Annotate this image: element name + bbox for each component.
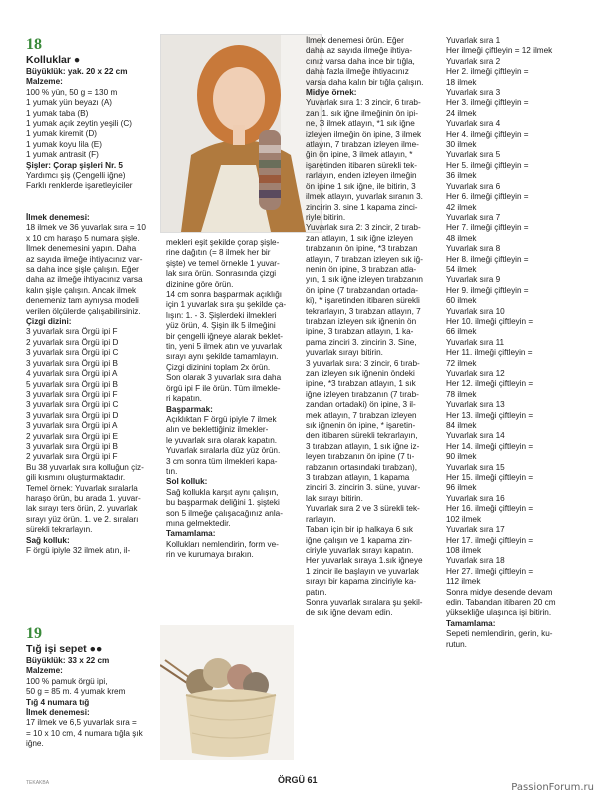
text-line: alın ve beklettiğiniz ilmekler-: [166, 425, 269, 435]
text-line: Malzeme:: [26, 666, 63, 676]
text-line: sa daha ince şişle çalışın. Eğer: [26, 265, 139, 275]
section-19-header: [26, 625, 160, 750]
text-line: Her 14. ilmeği çiftleyin =: [446, 441, 534, 451]
text-line: patın.: [306, 587, 327, 597]
text-line: 36 ilmek: [446, 171, 477, 181]
text-line: 3 yuvarlak sıra Örgü ipi B: [26, 358, 118, 368]
text-line: 24 ilmek: [446, 108, 477, 118]
section-title: Kolluklar ●: [26, 54, 81, 66]
text-line: Yuvarlak sıra 8: [446, 244, 501, 254]
text-line: 72 ilmek: [446, 358, 477, 368]
text-line: iğne çalışın ve 1 kapama zin-: [306, 535, 413, 545]
section-number: 18: [26, 36, 42, 53]
text-line: 1 yumak taba (B): [26, 108, 89, 118]
text-line: bir çengelli iğneye alarak beklet-: [166, 331, 283, 341]
text-line: Her 11. ilmeği çiftleyin =: [446, 348, 533, 358]
text-line: lak sıra örün. Sonrasında çizgi: [166, 269, 277, 279]
text-line: lak sırayı bitirin.: [306, 493, 363, 503]
text-line: Her 17. ilmeği çiftleyin =: [446, 535, 534, 545]
text-line: işaretinden itibaren sürekli tek-: [306, 160, 418, 170]
text-line: Tamamlama:: [446, 618, 496, 628]
text-line: tırabzan izleyen sık iğnenin ön: [306, 316, 417, 326]
text-line: tın.: [166, 466, 178, 476]
text-line: ön ipine 1 sık iğne, ile bitirin, 3: [306, 181, 416, 191]
text-line: Büyüklük: 33 x 22 cm: [26, 656, 110, 665]
text-line: lışın: 1. - 3. Şişlerdeki ilmekleri: [166, 310, 277, 320]
text-line: rarlayın, enden izleyen ilmeğin: [306, 171, 417, 181]
text-line: zan 1. sık iğne ilmeğinin ön ipi-: [306, 108, 418, 118]
text-line: Yuvarlak sıra 2: [446, 56, 501, 66]
text-line: Yuvarlak sıra 14: [446, 431, 505, 441]
text-line: İlmek denemesini yapın. Daha: [26, 244, 137, 254]
text-line: Yuvarlak sıra 7: [446, 212, 501, 222]
wrist-warmers-photo: [160, 34, 322, 233]
text-line: Malzeme:: [26, 77, 63, 87]
text-line: yüz örün, 4. Şişin ilk 5 ilmeğini: [166, 321, 276, 331]
text-line: Her 5. ilmeği çiftleyin =: [446, 160, 529, 170]
text-line: rine dağıtın (= 8 ilmek her bir: [166, 248, 271, 258]
text-line: 14 cm sonra başparmak açıklığı: [166, 290, 283, 300]
text-line: Yuvarlak sıralarla düz yüz örün.: [166, 446, 281, 456]
text-line: için 1 yuvarlak sıra şu şekilde ça-: [166, 300, 287, 310]
text-line: 4 yuvarlak sıra Örgü ipi A: [26, 369, 118, 379]
text-line: Sonra yuvarlak sıralara şu şekil-: [306, 597, 423, 607]
column-four: [446, 36, 586, 650]
text-line: Sepeti nemlendirin, gerin, ku-: [446, 629, 553, 639]
stitch-pattern-block: [26, 213, 160, 556]
text-line: Yuvarlak sıra 12: [446, 369, 505, 378]
text-line: ipine, *3 tırabzan atlayın, 1 sık: [306, 379, 416, 389]
text-line: 100 % pamuk örgü ipi,: [26, 676, 108, 686]
text-line: zinciri 3. zincirin 3. süne, yuvar-: [306, 483, 421, 493]
text-line: Yuvarlak sıra 13: [446, 400, 505, 410]
text-line: 102 ilmek: [446, 514, 482, 524]
text-line: 96 ilmek: [446, 483, 477, 493]
text-line: son 5 ilmeğe çalışacağınız anla-: [166, 508, 283, 518]
text-line: pama zinciri 3. zincirin 3. Sine,: [306, 337, 417, 347]
text-line: Tığ 4 numara tığ: [26, 697, 90, 707]
text-line: ki), * işaretinden itibaren sürekli: [306, 296, 420, 306]
text-line: 108 ilmek: [446, 545, 482, 555]
text-line: 90 ilmek: [446, 452, 477, 462]
watermark: PassionForum.ru: [511, 782, 594, 793]
text-line: daha az sayıda ilmeğe ihtiya-: [306, 46, 413, 56]
text-line: cınız varsa daha ince bir tığla,: [306, 56, 415, 66]
text-line: varsa daha kalın bir tığla çalışın.: [306, 77, 424, 87]
text-line: 48 ilmek: [446, 233, 477, 243]
text-line: yüksekliğe ulaşınca işi bitirin.: [446, 608, 552, 618]
text-line: şişte) ve temel örnekle 1 yuvar-: [166, 258, 280, 268]
text-line: 60 ilmek: [446, 296, 477, 306]
text-line: zincirin 3. sine 1 kapama zinci-: [306, 202, 418, 212]
text-line: Midye örnek:: [306, 88, 357, 98]
text-line: haraşo örün, bu arada 1. yuvar-: [26, 493, 141, 503]
text-line: ne, 3 ilmek atlayın, *1 sık iğne: [306, 119, 415, 129]
text-line: ipine, 3 tırabzan atlayın, 1 ka-: [306, 327, 414, 337]
text-line: Yuvarlak sıra 9: [446, 275, 501, 285]
text-line: riyle bitirin.: [306, 212, 346, 222]
text-line: 5 yuvarlak sıra Örgü ipi B: [26, 379, 118, 389]
text-line: Her 7. ilmeği çiftleyin =: [446, 223, 529, 233]
section-number-19: 19: [26, 625, 42, 642]
text-line: Yuvarlak sıra 17: [446, 525, 505, 535]
text-line: Her 10. ilmeği çiftleyin =: [446, 316, 534, 326]
text-line: 2 yuvarlak sıra Örgü ipi F: [26, 452, 118, 462]
text-line: Yuvarlak sıra 5: [446, 150, 501, 160]
text-line: 3 yuvarlak sıra Örgü ipi C: [26, 348, 119, 358]
text-line: rin ve kurumaya bırakın.: [166, 550, 254, 560]
text-line: 30 ilmek: [446, 140, 477, 150]
text-line: örgü ipi F ile örün. Tüm ilmekle-: [166, 383, 281, 393]
text-line: edin. Tabandan itibaren 20 cm: [446, 597, 556, 607]
text-line: rarlayın.: [306, 514, 336, 524]
text-line: atlayın, 7 tırabzan izleyen ilme-: [306, 140, 419, 150]
text-line: x 10 cm haraşo 5 numara şişle.: [26, 233, 140, 243]
text-line: Kollukları nemlendirin, form ve-: [166, 539, 279, 549]
text-line: 3 yuvarlak sıra Örgü ipi B: [26, 441, 118, 451]
text-line: Çizgi dizini:: [26, 317, 72, 327]
text-line: 3 tırabzan atlayın, 1 sık iğne iz-: [306, 441, 420, 451]
text-line: Her 9. ilmeği çiftleyin =: [446, 285, 529, 295]
text-line: 3 cm sonra tüm ilmekleri kapa-: [166, 456, 278, 466]
text-line: 3 yuvarlak sıra Örgü ipi A: [26, 421, 118, 431]
text-line: izleyen ilmeğin ön ipine, 3 ilmek: [306, 129, 422, 139]
text-line: ri kapatın.: [166, 394, 202, 404]
text-line: Taban için bir ip halkaya 6 sık: [306, 525, 413, 535]
text-line: ön ipine (7 tırabzandan ortada-: [306, 285, 418, 295]
text-line: Her 13. ilmeği çiftleyin =: [446, 410, 534, 420]
wrist-warmers-image: [161, 35, 321, 232]
text-line: Her 27. ilmeği çiftleyin =: [446, 566, 534, 576]
text-line: 18 ilmek ve 36 yuvarlak sıra = 10: [26, 223, 146, 233]
text-line: F örgü ipiyle 32 ilmek atın, il-: [26, 546, 131, 555]
text-line: Yuvarlak sıra 4: [446, 119, 501, 129]
text-line: 84 ilmek: [446, 421, 477, 431]
text-line: Her 12. ilmeği çiftleyin =: [446, 379, 534, 389]
text-line: Her 8. ilmeği çiftleyin =: [446, 254, 529, 264]
text-line: sırayı aynı şekilde tamamlayın.: [166, 352, 279, 362]
text-line: verilen ölçülerde çalışabilirsiniz.: [26, 306, 141, 316]
text-line: daha fazla ilmeğe ihtiyacınız: [306, 67, 409, 77]
text-line: İlmek denemesi:: [26, 708, 90, 718]
text-line: yuvarlak sırayı bitirin.: [306, 348, 383, 358]
text-line: Her 3. ilmeği çiftleyin =: [446, 98, 529, 108]
basket-materials-block: [26, 656, 160, 750]
text-line: Farklı renklerde işaretleyiciler: [26, 181, 133, 191]
text-line: 17 ilmek ve 6,5 yuvarlak sıra =: [26, 718, 137, 728]
text-line: Sağ kollukla karşıt aynı çalışın,: [166, 487, 279, 497]
text-line: Başparmak:: [166, 404, 213, 414]
text-line: tırabzanın ön ipine, *3 tırabzan: [306, 244, 418, 254]
text-line: zan izleyen sık iğnenin öndeki: [306, 369, 415, 378]
text-line: Her ilmeği çiftleyin = 12 ilmek: [446, 46, 553, 56]
text-line: İlmek denemesi:: [26, 213, 90, 222]
text-line: Yuvarlak sıra 11: [446, 337, 505, 347]
text-line: daha az ilmeğe ihtiyacınız varsa: [26, 275, 143, 285]
text-line: Yuvarlak sıra 2: 3 zincir, 2 tırab-: [306, 223, 421, 233]
text-line: denemeniz tam aynıysa modeli: [26, 296, 139, 306]
text-line: 3 yuvarlak sıra Örgü ipi D: [26, 410, 119, 420]
text-line: den itibaren sürekli tekrarlayın,: [306, 431, 418, 441]
text-line: sırayı bir kapama zinciriyle ka-: [306, 577, 417, 587]
text-line: 3 yuvarlak sıra: 3 zincir, 6 tırab-: [306, 358, 420, 368]
text-line: Yuvarlak sıra 3: [446, 88, 501, 98]
column-three: [306, 36, 446, 619]
text-line: İlmek denemesi örün. Eğer: [306, 36, 404, 45]
page-number: ÖRGÜ 61: [278, 775, 318, 785]
text-line: Bu 38 yuvarlak sıra kolluğun çiz-: [26, 462, 144, 472]
text-line: 112 ilmek: [446, 577, 481, 587]
text-line: Büyüklük: yak. 20 x 22 cm: [26, 67, 128, 76]
text-line: zan atlayın, 1 sık iğne izleyen: [306, 233, 413, 243]
text-line: tekrarlayın, 3 tırabzan atlayın, 7: [306, 306, 421, 316]
text-line: mekleri eşit şekilde çorap şişle-: [166, 238, 280, 247]
section-title-19: Tığ işi sepet ●●: [26, 643, 103, 655]
text-line: Şişler: Çorap şişleri Nr. 5: [26, 160, 123, 170]
text-line: 3 tırabzan atlayın, 1 kapama: [306, 473, 410, 483]
text-line: iğne izleyen tırabzanın (7 tırab-: [306, 389, 419, 399]
materials-block: [26, 67, 151, 192]
publisher-mark: TEKAKBA: [26, 780, 50, 786]
text-line: 1 yumak yün beyazı (A): [26, 98, 113, 108]
text-line: 42 ilmek: [446, 202, 477, 212]
section-18-header: [26, 36, 151, 192]
text-line: Yuvarlak sıra 6: [446, 181, 501, 191]
text-line: gili kısmını oluşturmaktadır.: [26, 473, 126, 483]
text-line: 18 ilmek: [446, 77, 477, 87]
text-line: Her yuvarlak sıraya 1.sık iğneye: [306, 556, 423, 566]
text-line: 1 yumak kiremit (D): [26, 129, 97, 139]
text-line: Yardımcı şiş (Çengelli iğne): [26, 171, 126, 181]
text-line: Sonra midye desende devam: [446, 587, 553, 597]
basket-photo: [160, 625, 294, 760]
text-line: 3 yuvarlak sıra Örgü ipi C: [26, 400, 119, 410]
text-line: mına gelmektedir.: [166, 518, 231, 528]
text-line: 100 % yün, 50 g = 130 m: [26, 87, 118, 97]
text-line: 50 g = 85 m. 4 yumak krem: [26, 687, 126, 697]
text-line: leyen tırabzanın ön ipine (7 tı-: [306, 452, 415, 462]
text-line: lak sırayı ters örün, 2. yuvarlak: [26, 504, 138, 514]
text-line: Yuvarlak sıra 15: [446, 462, 505, 472]
text-line: az sayıda ilmeğe ihtiyacınız var-: [26, 254, 143, 264]
text-line: 3 yuvarlak sıra Örgü ipi F: [26, 389, 118, 399]
text-line: sürekli tekrarlayın.: [26, 525, 93, 535]
text-line: Son olarak 3 yuvarlak sıra daha: [166, 373, 282, 383]
text-line: Sol kolluk:: [166, 477, 208, 487]
text-line: Yuvarlak sıra 18: [446, 556, 505, 566]
text-line: kalın şişle çalışın. Ancak ilmek: [26, 285, 137, 295]
text-line: de sık iğne devam edin.: [306, 608, 393, 618]
text-line: 1 yumak antrasit (F): [26, 150, 99, 160]
text-line: 66 ilmek: [446, 327, 477, 337]
text-line: Açıklıktan F örgü ipiyle 7 ilmek: [166, 414, 277, 424]
text-line: 3 yuvarlak sıra Örgü ipi F: [26, 327, 118, 337]
text-line: 1 yumak koyu lila (E): [26, 139, 102, 149]
text-line: Her 2. ilmeği çiftleyin =: [446, 67, 529, 77]
text-line: Yuvarlak sıra 1: [446, 36, 501, 45]
text-line: ğin ön ipine, 3 ilmek atlayın, *: [306, 150, 413, 160]
text-line: 78 ilmek: [446, 389, 477, 399]
text-line: Her 16. ilmeği çiftleyin =: [446, 504, 534, 514]
text-line: Her 15. ilmeği çiftleyin =: [446, 473, 534, 483]
text-line: bu başparmak deliğini 1. şişteki: [166, 498, 280, 508]
text-line: Çizgi dizinini toplam 2x örün.: [166, 362, 271, 372]
text-line: ciriyle yuvarlak sırayı kapatın.: [306, 545, 414, 555]
text-line: rutun.: [446, 639, 467, 649]
text-line: yın, 1 sık iğne izleyen tırabzanın: [306, 275, 423, 285]
text-line: Yuvarlak sıra 1: 3 zincir, 6 tırab-: [306, 98, 421, 108]
text-line: Yuvarlak sıra 16: [446, 493, 505, 503]
text-line: nenin ön ipine, 3 tırabzan atla-: [306, 264, 417, 274]
text-line: ilmek atlayın, yuvarlak sıranın 3.: [306, 192, 423, 202]
text-line: sık iğnenin ön ipine, * işaretin-: [306, 421, 416, 431]
column-two: [166, 238, 294, 561]
text-line: Tamamlama:: [166, 529, 216, 539]
text-line: 2 yuvarlak sıra Örgü ipi E: [26, 431, 118, 441]
text-line: 1 zincir ile başlayın ve yuvarlak: [306, 566, 419, 576]
text-line: 2 yuvarlak sıra Örgü ipi D: [26, 337, 119, 347]
text-line: tin, yeni 5 ilmek atın ve yuvarlak: [166, 342, 283, 352]
text-line: mek atlayın, 7 tırabzan izleyen: [306, 410, 417, 420]
text-line: le yuvarlak sıra olarak kapatın.: [166, 435, 278, 445]
text-line: Yuvarlak sıra 10: [446, 306, 505, 316]
text-line: 1 yumak açık zeytin yeşili (C): [26, 119, 133, 129]
text-line: = 10 x 10 cm, 4 numara tığla şık: [26, 728, 143, 738]
text-line: rabzanın ortasındaki tırabzan),: [306, 462, 418, 472]
text-line: 54 ilmek: [446, 264, 477, 274]
text-line: dizinine göre örün.: [166, 279, 234, 289]
text-line: zandan ortadaki) ön ipine, 3 il-: [306, 400, 416, 410]
basket-image: [160, 625, 294, 760]
text-line: Her 6. ilmeği çiftleyin =: [446, 192, 529, 202]
text-line: iğne.: [26, 739, 44, 749]
text-line: Her 4. ilmeği çiftleyin =: [446, 129, 529, 139]
text-line: Sağ kolluk:: [26, 535, 70, 545]
text-line: atlayın, 7 tırabzan izleyen sık iğ-: [306, 254, 423, 264]
text-line: Yuvarlak sıra 2 ve 3 sürekli tek-: [306, 504, 420, 514]
text-line: Temel örnek: Yuvarlak sıralarla: [26, 483, 138, 493]
text-line: sırayı yüz örün. 1. ve 2. sıraları: [26, 514, 139, 524]
